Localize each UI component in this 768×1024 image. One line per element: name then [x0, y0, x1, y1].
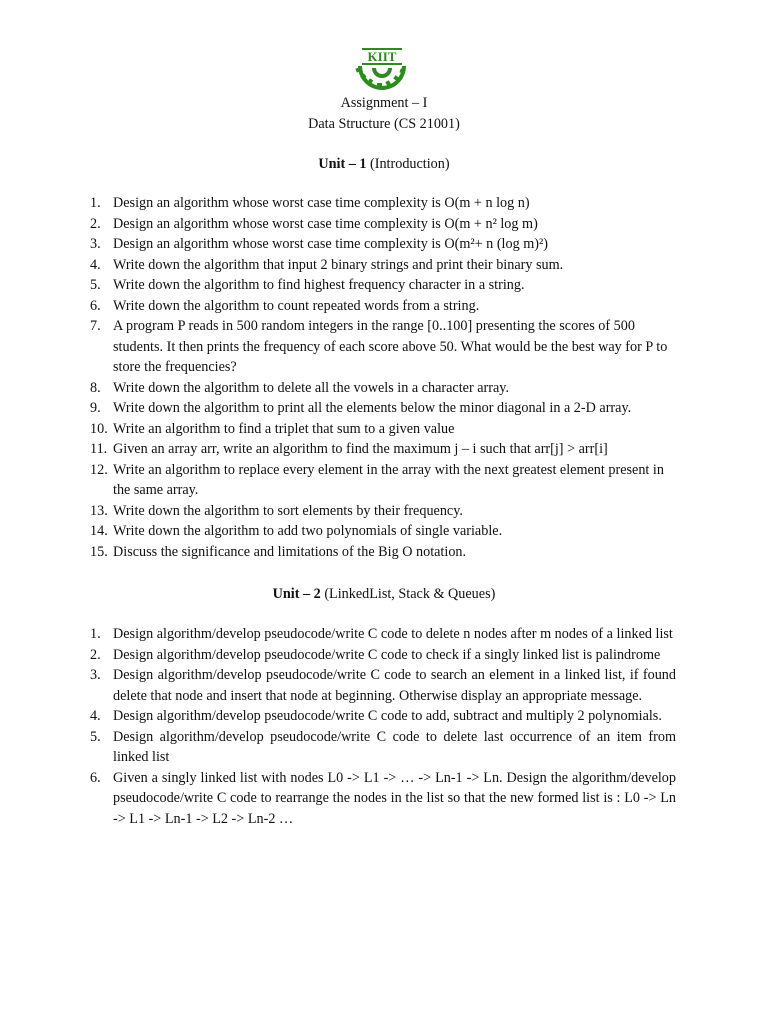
question-text: Design an algorithm whose worst case time complexity is O(m + n log n): [113, 195, 530, 211]
question-number: 5.: [90, 728, 101, 745]
question-text: Given a singly linked list with nodes L0 -> L1 -> … -> Ln-1 -> Ln. Design the algorithm/develop pseudocode/write C code to rearrange the nodes in the list so that the new formed list is : L0 -> Ln -> L1 -> Ln-1 -> L2 -> Ln-2 …: [113, 769, 676, 827]
question-number: 15.: [90, 543, 108, 560]
kiit-logo: [350, 42, 414, 90]
question-number: 14.: [90, 523, 108, 539]
question-item: [90, 768, 676, 830]
unit-1-topic: (Introduction): [370, 156, 450, 172]
question-number: 5.: [90, 277, 101, 293]
question-item: [90, 316, 676, 378]
question-item: [90, 521, 676, 542]
question-text: Design algorithm/develop pseudocode/write C code to search an element in a linked list, if found delete that node and insert that node at beginning. Otherwise display an appropriate message.: [113, 667, 676, 704]
question-number: 1.: [90, 195, 101, 211]
question-item: [90, 501, 676, 522]
question-text: Design algorithm/develop pseudocode/write C code to delete last occurrence of an item from linked list: [113, 728, 676, 765]
question-number: 4.: [90, 256, 101, 273]
unit-2-topic: (LinkedList, Stack & Queues): [324, 586, 496, 602]
question-number: 3.: [90, 236, 101, 252]
question-item: [90, 665, 676, 706]
course-title: Data Structure (CS 21001): [308, 116, 460, 132]
assignment-title: Assignment – I: [340, 95, 428, 111]
question-item: [90, 419, 676, 440]
logo-text: KIIT: [367, 49, 397, 64]
question-item: [90, 727, 676, 768]
question-text: A program P reads in 500 random integers in the range [0..100] presenting the scores of 500 students. It then prints the frequency of each score above 50. What would be the best way for P to store the frequencies?: [113, 318, 668, 375]
question-text: Write down the algorithm to sort elements by their frequency.: [113, 502, 463, 519]
question-text: Design algorithm/develop pseudocode/write C code to add, subtract and multiply 2 polynomials.: [113, 708, 662, 724]
question-item: [90, 542, 676, 563]
question-item: [90, 624, 676, 645]
question-text: Write down the algorithm to delete all the vowels in a character array.: [113, 379, 509, 396]
question-number: 13.: [90, 502, 108, 519]
question-text: Discuss the significance and limitations of the Big O notation.: [113, 543, 467, 560]
question-text: Write an algorithm to find a triplet that sum to a given value: [113, 420, 455, 437]
question-item: [90, 214, 676, 235]
question-item: [90, 255, 676, 276]
question-text: Write down the algorithm to count repeated words from a string.: [113, 297, 480, 314]
question-number: 2.: [90, 215, 101, 232]
question-text: Design algorithm/develop pseudocode/write C code to delete n nodes after m nodes of a linked list: [113, 626, 673, 642]
unit-1-label: Unit – 1: [318, 156, 367, 172]
unit-1-question-list: [90, 193, 676, 562]
question-number: 10.: [90, 420, 108, 437]
question-number: 12.: [90, 461, 108, 478]
question-number: 11.: [90, 441, 108, 457]
question-item: [90, 398, 676, 419]
question-item: [90, 275, 676, 296]
question-number: 4.: [90, 708, 101, 724]
question-text: Write down the algorithm to add two polynomials of single variable.: [113, 523, 503, 539]
question-number: 7.: [90, 318, 101, 334]
question-number: 1.: [90, 626, 101, 642]
question-text: Design an algorithm whose worst case time complexity is O(m²+ n (log m)²): [113, 236, 548, 252]
question-number: 6.: [90, 769, 101, 786]
question-number: 3.: [90, 667, 101, 683]
question-number: 2.: [90, 646, 101, 663]
unit-2-question-list: [90, 624, 676, 829]
question-item: [90, 193, 676, 214]
question-item: [90, 439, 676, 460]
question-item: [90, 296, 676, 317]
question-text: Design algorithm/develop pseudocode/write C code to check if a singly linked list is palindrome: [113, 646, 661, 663]
question-text: Write down the algorithm to find highest frequency character in a string.: [113, 277, 525, 293]
question-text: Design an algorithm whose worst case time complexity is O(m + n² log m): [113, 215, 538, 232]
question-item: [90, 378, 676, 399]
unit-2-heading: [0, 584, 768, 604]
question-item: [90, 706, 676, 727]
question-number: 9.: [90, 400, 101, 416]
unit-2-label: Unit – 2: [272, 586, 321, 602]
question-text: Given an array arr, write an algorithm to find the maximum j – i such that arr[j] > arr[i]: [113, 441, 608, 457]
question-item: [90, 460, 676, 501]
question-item: [90, 234, 676, 255]
question-number: 8.: [90, 379, 101, 396]
unit-1-heading: [0, 154, 768, 174]
question-text: Write down the algorithm that input 2 binary strings and print their binary sum.: [113, 256, 564, 273]
question-number: 6.: [90, 297, 101, 314]
question-item: [90, 645, 676, 666]
question-text: Write an algorithm to replace every element in the array with the next greatest element present in the same array.: [113, 461, 664, 498]
question-text: Write down the algorithm to print all the elements below the minor diagonal in a 2-D array.: [113, 400, 632, 416]
